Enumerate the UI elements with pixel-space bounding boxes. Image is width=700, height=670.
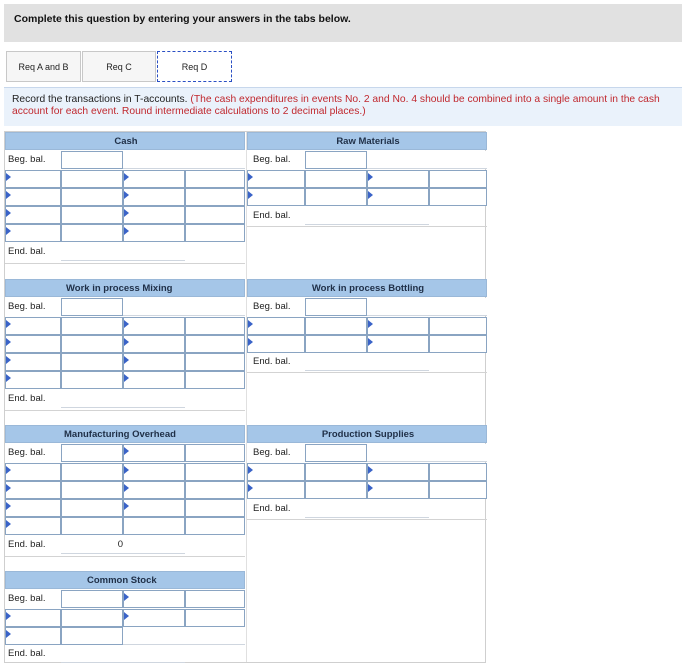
common-stock-title: Common Stock xyxy=(87,575,157,586)
moh-row1-credit-input[interactable] xyxy=(185,463,245,481)
moh-row4-credit-input[interactable] xyxy=(185,517,245,535)
wip-bot-row1-ref2-select[interactable] xyxy=(367,317,429,335)
wip-mixing-header xyxy=(5,279,245,297)
wip-mix-row1-debit-input[interactable] xyxy=(61,317,123,335)
cash-row1-debit-input[interactable] xyxy=(61,170,123,188)
cash-end-value xyxy=(61,243,185,261)
moh-row3-debit-input[interactable] xyxy=(61,499,123,517)
moh-row4-ref-select[interactable] xyxy=(5,517,61,535)
cash-row4-debit-input[interactable] xyxy=(61,224,123,242)
supplies-row1-ref-select[interactable] xyxy=(247,463,305,481)
moh-row4-mid-input[interactable] xyxy=(123,517,185,535)
wip-mixing-title: Work in process Mixing xyxy=(66,283,173,294)
wip-mix-row1-ref-select[interactable] xyxy=(5,317,61,335)
wip-mix-beg-label: Beg. bal. xyxy=(8,301,46,312)
raw-beg-blank xyxy=(367,151,429,169)
cash-row3-ref-select[interactable] xyxy=(5,206,61,224)
cash-row3-ref2-select[interactable] xyxy=(123,206,185,224)
cash-end-label: End. bal. xyxy=(8,246,46,257)
cash-bottom-line xyxy=(5,263,245,264)
tab-req-d[interactable]: Req D xyxy=(157,51,232,82)
t-accounts-panel xyxy=(4,131,486,663)
supplies-row2-credit-input[interactable] xyxy=(429,481,487,499)
wip-mix-row2-debit-input[interactable] xyxy=(61,335,123,353)
supplies-beg-blank xyxy=(367,444,429,462)
wip-bottling-title: Work in process Bottling xyxy=(311,283,425,294)
raw-beg-label: Beg. bal. xyxy=(253,154,291,165)
moh-title: Manufacturing Overhead xyxy=(64,429,176,440)
raw-end-value xyxy=(305,207,429,225)
supplies-bottom-line xyxy=(247,519,487,520)
supplies-beg-debit-input[interactable] xyxy=(305,444,367,462)
cash-row4-credit-input[interactable] xyxy=(185,224,245,242)
wip-mix-end-label: End. bal. xyxy=(8,393,46,404)
raw-row1-debit-input[interactable] xyxy=(305,170,367,188)
wip-bot-end-label: End. bal. xyxy=(253,356,291,367)
wip-bot-end-value xyxy=(305,353,429,371)
cash-row2-ref-select[interactable] xyxy=(5,188,61,206)
raw-row2-credit-input[interactable] xyxy=(429,188,487,206)
cash-row4-ref-select[interactable] xyxy=(5,224,61,242)
stock-beg-ref2-select[interactable] xyxy=(123,590,185,608)
moh-bottom-line xyxy=(5,556,245,557)
supplies-row2-debit-input[interactable] xyxy=(305,481,367,499)
raw-row2-ref-select[interactable] xyxy=(247,188,305,206)
wip-mix-row3-ref2-select[interactable] xyxy=(123,353,185,371)
raw-materials-title: Raw Materials xyxy=(336,136,400,147)
wip-bot-row2-ref-select[interactable] xyxy=(247,335,305,353)
wip-mix-row4-ref2-select[interactable] xyxy=(123,371,185,389)
cash-row2-credit-input[interactable] xyxy=(185,188,245,206)
cash-row3-credit-input[interactable] xyxy=(185,206,245,224)
wip-mix-row4-debit-input[interactable] xyxy=(61,371,123,389)
cash-title: Cash xyxy=(114,136,138,147)
stock-end-value xyxy=(61,645,185,663)
moh-row3-ref-select[interactable] xyxy=(5,499,61,517)
supplies-row2-ref2-select[interactable] xyxy=(367,481,429,499)
stock-end-label: End. bal. xyxy=(8,648,46,659)
stock-row2-ref-select[interactable] xyxy=(5,627,61,645)
moh-row1-ref-select[interactable] xyxy=(5,463,61,481)
raw-row1-credit-input[interactable] xyxy=(429,170,487,188)
panel-divider xyxy=(246,132,247,662)
moh-row2-ref-select[interactable] xyxy=(5,481,61,499)
wip-bot-row2-ref2-select[interactable] xyxy=(367,335,429,353)
moh-beg-label: Beg. bal. xyxy=(8,447,46,458)
wip-mix-row2-ref-select[interactable] xyxy=(5,335,61,353)
supplies-beg-credit-blank xyxy=(429,444,487,462)
wip-bot-beg-credit-blank xyxy=(429,298,487,316)
raw-end-label: End. bal. xyxy=(253,210,291,221)
instructions-note: (The cash expenditures in events No. 2 and No. 4 should be combined into a single amount in the cash account for each event. Round intermediate calculations to 2 decimal places.) xyxy=(12,94,660,117)
raw-beg-credit-blank xyxy=(429,151,487,169)
wip-bot-beg-debit-input[interactable] xyxy=(305,298,367,316)
raw-row2-debit-input[interactable] xyxy=(305,188,367,206)
instructions-text: Record the transactions in T-accounts. xyxy=(12,94,188,105)
wip-mix-row2-ref2-select[interactable] xyxy=(123,335,185,353)
moh-row4-debit-input[interactable] xyxy=(61,517,123,535)
supplies-beg-label: Beg. bal. xyxy=(253,447,291,458)
wip-mix-row4-ref-select[interactable] xyxy=(5,371,61,389)
stock-beg-label: Beg. bal. xyxy=(8,593,46,604)
stock-row2-debit-input[interactable] xyxy=(61,627,123,645)
wip-mix-beg-debit-input[interactable] xyxy=(61,298,123,316)
raw-row1-ref2-select[interactable] xyxy=(367,170,429,188)
raw-materials-header xyxy=(247,132,487,150)
moh-row2-debit-input[interactable] xyxy=(61,481,123,499)
wip-mix-row1-ref2-select[interactable] xyxy=(123,317,185,335)
moh-beg-debit-input[interactable] xyxy=(61,444,123,462)
supplies-row2-ref-select[interactable] xyxy=(247,481,305,499)
stock-row2-blank xyxy=(123,627,185,645)
cash-beg-credit-blank xyxy=(185,151,245,169)
cash-row1-ref-select[interactable] xyxy=(5,170,61,188)
cash-row1-credit-input[interactable] xyxy=(185,170,245,188)
question-header: Complete this question by entering your answers in the tabs below. xyxy=(4,4,682,42)
wip-mix-row3-credit-input[interactable] xyxy=(185,353,245,371)
moh-row2-credit-input[interactable] xyxy=(185,481,245,499)
wip-bot-row1-debit-input[interactable] xyxy=(305,317,367,335)
wip-mix-row1-credit-input[interactable] xyxy=(185,317,245,335)
moh-row3-credit-input[interactable] xyxy=(185,499,245,517)
stock-row1-ref-select[interactable] xyxy=(5,609,61,627)
moh-row1-ref2-select[interactable] xyxy=(123,463,185,481)
moh-row2-ref2-select[interactable] xyxy=(123,481,185,499)
wip-bot-bottom-line xyxy=(247,372,487,373)
wip-bot-row2-credit-input[interactable] xyxy=(429,335,487,353)
moh-end-value-field xyxy=(61,536,185,554)
moh-row1-debit-input[interactable] xyxy=(61,463,123,481)
production-supplies-title: Production Supplies xyxy=(321,429,415,440)
moh-end-label: End. bal. xyxy=(8,539,46,550)
stock-beg-credit-input[interactable] xyxy=(185,590,245,608)
wip-bottling-header xyxy=(247,279,487,297)
cash-row2-ref2-select[interactable] xyxy=(123,188,185,206)
moh-header xyxy=(5,425,245,443)
cash-beg-label: Beg. bal. xyxy=(8,154,46,165)
moh-beg-ref2-select[interactable] xyxy=(123,444,185,462)
raw-row2-ref2-select[interactable] xyxy=(367,188,429,206)
raw-bottom-line xyxy=(247,226,487,227)
supplies-row1-credit-input[interactable] xyxy=(429,463,487,481)
raw-row1-ref-select[interactable] xyxy=(247,170,305,188)
wip-mix-beg-credit-blank xyxy=(185,298,245,316)
cash-header xyxy=(5,132,245,150)
production-supplies-header xyxy=(247,425,487,443)
wip-mix-end-value xyxy=(61,390,185,408)
raw-beg-debit-input[interactable] xyxy=(305,151,367,169)
wip-bot-row2-debit-input[interactable] xyxy=(305,335,367,353)
supplies-end-value xyxy=(305,500,429,518)
wip-bot-beg-blank xyxy=(367,298,429,316)
instructions xyxy=(4,87,682,126)
moh-beg-credit-input[interactable] xyxy=(185,444,245,462)
supplies-end-label: End. bal. xyxy=(253,503,291,514)
common-stock-header xyxy=(5,571,245,589)
stock-row2-credit-blank xyxy=(185,627,245,645)
wip-bot-row1-credit-input[interactable] xyxy=(429,317,487,335)
cash-row2-debit-input[interactable] xyxy=(61,188,123,206)
tab-req-c[interactable]: Req C xyxy=(82,51,156,82)
stock-row1-debit-input[interactable] xyxy=(61,609,123,627)
stock-row1-ref2-select[interactable] xyxy=(123,609,185,627)
wip-mix-row2-credit-input[interactable] xyxy=(185,335,245,353)
cash-row3-debit-input[interactable] xyxy=(61,206,123,224)
wip-mix-row3-debit-input[interactable] xyxy=(61,353,123,371)
supplies-row1-ref2-select[interactable] xyxy=(367,463,429,481)
stock-row1-credit-input[interactable] xyxy=(185,609,245,627)
cash-row4-ref2-select[interactable] xyxy=(123,224,185,242)
wip-bot-beg-label: Beg. bal. xyxy=(253,301,291,312)
wip-mix-row3-ref-select[interactable] xyxy=(5,353,61,371)
tab-req-a-and-b[interactable]: Req A and B xyxy=(6,51,81,82)
moh-row3-ref2-select[interactable] xyxy=(123,499,185,517)
supplies-row1-debit-input[interactable] xyxy=(305,463,367,481)
wip-mix-beg-blank xyxy=(123,298,185,316)
cash-beg-debit-input[interactable] xyxy=(61,151,123,169)
wip-mix-bottom-line xyxy=(5,410,245,411)
wip-mix-row4-credit-input[interactable] xyxy=(185,371,245,389)
cash-beg-blank xyxy=(123,151,185,169)
moh-end-value: 0 xyxy=(117,539,123,550)
cash-row1-ref2-select[interactable] xyxy=(123,170,185,188)
stock-beg-debit-input[interactable] xyxy=(61,590,123,608)
wip-bot-row1-ref-select[interactable] xyxy=(247,317,305,335)
